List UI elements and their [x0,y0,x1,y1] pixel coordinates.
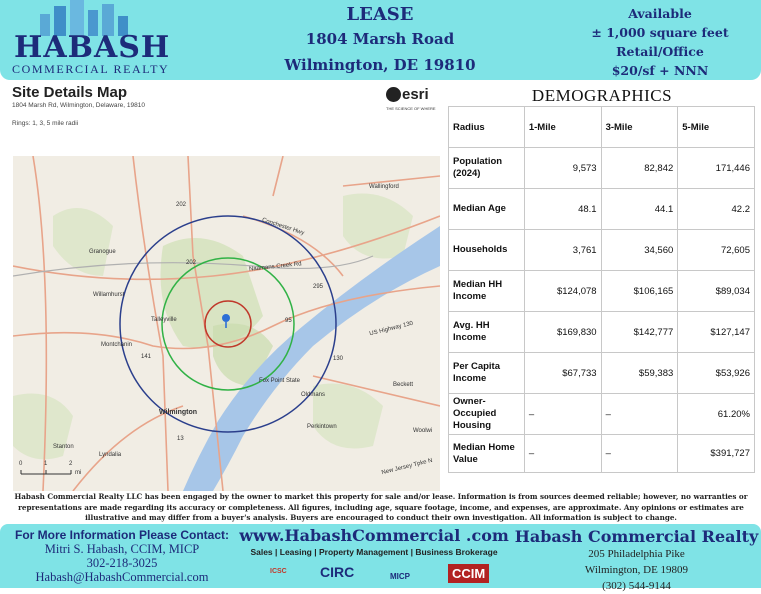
cell-1-mile: $67,733 [524,353,601,394]
lease-address-line1: 1804 Marsh Road [305,30,455,48]
map-label-stanton: Stanton [53,444,74,450]
row-label: Owner-Occupied Housing [449,394,525,435]
cell-5-mile: $391,727 [678,435,755,473]
cell-3-mile: $142,777 [601,312,678,353]
cell-3-mile: 34,560 [601,230,678,271]
header-band [0,0,761,80]
cell-5-mile: 61.20% [678,394,755,435]
ccim-logo: CCIM [448,564,489,583]
esri-logo [384,86,440,114]
scale-label-2: 2 [69,461,73,467]
row-label: Median Home Value [449,435,525,473]
brand-name: HABASH [14,30,171,65]
site-details-map-panel [10,82,440,490]
services-list: Sales | Leasing | Property Management | Business Brokerage [250,547,498,557]
map-label-oldmans: Oldmans [301,392,326,398]
demographics-table [448,106,755,473]
cell-1-mile: 9,573 [524,148,601,189]
office-company: Habash Commercial Realty [514,527,759,546]
table-row [449,435,755,473]
circ-logo: CIRC [320,564,355,580]
availability-size: ± 1,000 square feet [591,25,729,40]
table-row [449,312,755,353]
map-label-perkintown: Perkintown [307,424,337,430]
cell-5-mile: $53,926 [678,353,755,394]
contact-heading: For More Information Please Contact: [14,528,230,542]
esri-tagline: THE SCIENCE OF WHERE [386,106,436,111]
availability-use: Retail/Office [616,44,704,59]
map-route-202: 202 [176,202,187,208]
contact-block [8,528,236,584]
table-row [449,394,755,435]
map-label-lyndalia: Lyndalia [99,452,122,458]
map-route-13: 13 [177,436,184,442]
cell-1-mile: 48.1 [524,189,601,230]
lease-block [230,4,530,78]
cell-3-mile: – [601,394,678,435]
map-label-montchanin: Montchanin [101,342,133,348]
cell-5-mile: 42.2 [678,189,755,230]
lease-address-line2: Wilmington, DE 19810 [284,56,476,74]
map-address: 1804 Marsh Rd, Wilmington, Delaware, 19810 [12,102,145,109]
map-route-202b: 202 [186,260,197,266]
table-row [449,148,755,189]
row-label: Per Capita Income [449,353,525,394]
row-label: Median HH Income [449,271,525,312]
map-route-130: 130 [333,356,344,362]
office-street: 205 Philadelphia Pike [588,548,685,560]
scale-label-0: 0 [19,461,23,467]
map-label-us-highway: US Highway 130 [368,320,414,338]
cell-3-mile: 44.1 [601,189,678,230]
map-label-wallingford: Wallingford [369,184,399,190]
table-row [449,353,755,394]
cell-5-mile: 171,446 [678,148,755,189]
contact-name: Mitri S. Habash, CCIM, MICP [44,542,200,556]
website-link[interactable]: www.HabashCommercial .com [239,526,509,545]
table-header-row [449,107,755,148]
scale-unit: mi [75,470,82,476]
availability-line: Available [628,6,692,21]
table-row [449,230,755,271]
map-label-woolwich: Woolwi [413,428,433,434]
map-route-95: 95 [285,318,292,324]
cell-1-mile: 3,761 [524,230,601,271]
affiliation-logos [270,562,500,588]
map-label-talleyville: Talleyville [151,317,177,323]
company-logo [8,0,183,80]
header-1-mile: 1-Mile [524,107,601,148]
map-label-granogue: Granogue [89,249,116,255]
header-3-mile: 3-Mile [601,107,678,148]
row-label: Households [449,230,525,271]
esri-name: esri [402,86,429,103]
availability-rate: $20/sf + NNN [611,63,709,78]
map-route-295: 295 [313,284,324,290]
cell-1-mile: $124,078 [524,271,601,312]
scale-label-1: 1 [44,461,48,467]
brand-tagline: COMMERCIAL REALTY [12,62,170,76]
row-label: Avg. HH Income [449,312,525,353]
cell-3-mile: $59,383 [601,353,678,394]
website-block [238,526,510,557]
map-title: Site Details Map [12,84,128,101]
micp-logo: MICP [390,572,410,581]
map-label-willamhurst: Willamhurst [93,292,125,298]
contact-email[interactable]: Habash@HabashCommercial.com [35,570,209,584]
map-label-wilmington: Wilmington [159,409,198,416]
map-label-conchester-hwy: Conchester Hwy [261,217,305,237]
cell-1-mile: – [524,394,601,435]
cell-3-mile: – [601,435,678,473]
map-route-141: 141 [141,354,152,360]
cell-1-mile: – [524,435,601,473]
cell-3-mile: 82,842 [601,148,678,189]
map-label-naamans-creek: Naamans Creek Rd [248,261,302,273]
map-label-beckett: Beckett [393,382,414,388]
office-city: Wilmington, DE 19809 [584,564,689,576]
cell-5-mile: 72,605 [678,230,755,271]
row-label: Median Age [449,189,525,230]
contact-phone[interactable]: 302-218-3025 [86,556,158,570]
demographics-title: DEMOGRAPHICS [531,86,673,105]
table-row [449,271,755,312]
map-label-fort-penn: Fox Point State [259,378,301,384]
map-canvas[interactable] [13,156,440,491]
cell-5-mile: $127,147 [678,312,755,353]
row-label: Population (2024) [449,148,525,189]
disclaimer-text: Habash Commercial Realty LLC has been engaged by the owner to market this property for sale and/or lease. Information is from sources deemed reliable; however, no warranties or representations are made regarding its accuracy or completeness. All figures, including age, square footage, income, and expenses, are approximate. Any opinions or estimates are illustrative and may differ from a buyer's analysis. Buyers are encouraged to conduct their own investigation. All information is subject to change. [14,492,748,522]
cell-5-mile: $89,034 [678,271,755,312]
office-block [512,527,761,594]
table-row [449,189,755,230]
icsc-logo: ICSC [270,568,287,575]
map-graphic [13,156,440,491]
map-rings-caption: Rings: 1, 3, 5 mile radii [12,120,79,127]
lease-title: LEASE [346,4,414,25]
availability-block [575,4,745,80]
map-label-nj-turnpike: New Jersey Tpke N [381,457,434,477]
cell-1-mile: $169,830 [524,312,601,353]
cell-3-mile: $106,165 [601,271,678,312]
globe-icon [386,87,401,102]
office-phone[interactable]: (302) 544-9144 [602,580,671,592]
header-5-mile: 5-Mile [678,107,755,148]
header-radius: Radius [449,107,525,148]
